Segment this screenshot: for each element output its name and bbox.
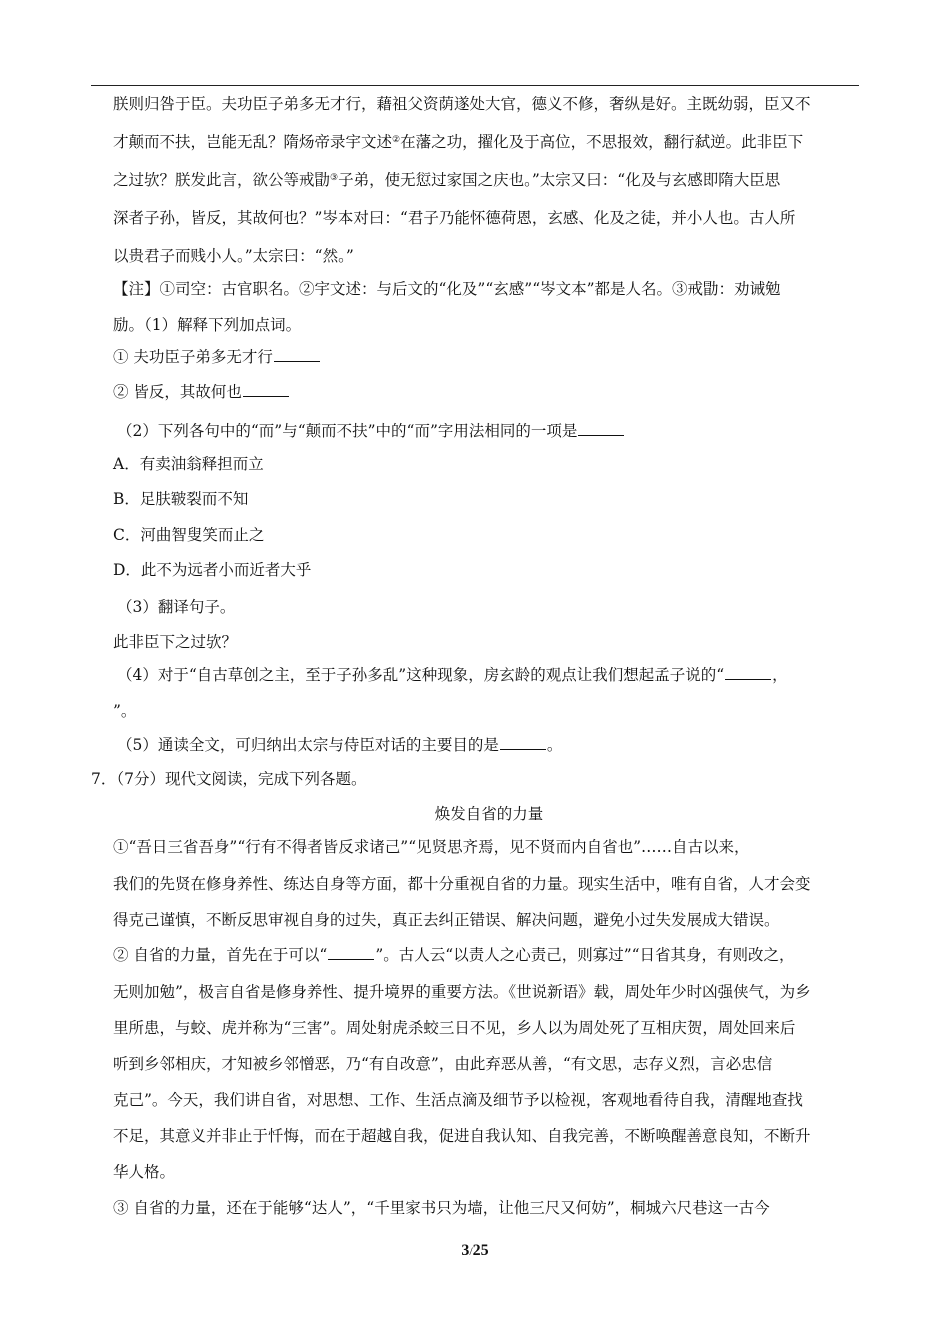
page-number bbox=[0, 1242, 950, 1260]
question-7-header: 7．（7分）现代文阅读，完成下列各题。 bbox=[91, 770, 367, 788]
option-c: C．河曲智叟笑而止之 bbox=[113, 526, 265, 544]
total-pages: 25 bbox=[472, 1242, 489, 1259]
option-d: D．此不为远者小而近者大乎 bbox=[113, 561, 312, 579]
passage-line: 以贵君子而贱小人。”太宗曰：“然。” bbox=[113, 247, 354, 265]
answer-blank bbox=[274, 347, 320, 362]
passage-line: 之过欤？朕发此言，欲公等戒勖③子弟，使无愆过家国之庆也。”太宗又曰：“化及与玄感即隋大臣思 bbox=[113, 171, 781, 189]
passage-line: 朕则归咎于臣。夫功臣子弟多无才行，藉祖父资荫遂处大官，德义不修，奢纵是好。主既幼弱，臣又不 bbox=[113, 95, 811, 113]
question-4-stem: （4）对于“自古草创之主，至于子孙多乱”这种现象，房玄龄的观点让我们想起孟子说的“ ， bbox=[117, 666, 788, 684]
header-rule bbox=[91, 85, 859, 86]
article-line: 华人格。 bbox=[113, 1163, 176, 1181]
answer-blank bbox=[500, 735, 546, 750]
article-line: 无则加勉”，极言自省是修身养性、提升境界的重要方法。《世说新语》载，周处年少时凶强侠气，为乡 bbox=[113, 983, 811, 1001]
question-4-cont: ”。 bbox=[113, 702, 137, 720]
question-1a: ① 夫功臣子弟多无才行 bbox=[113, 347, 321, 367]
article-line: 里所患，与蛟、虎并称为“三害”。周处射虎杀蛟三日不见，乡人以为周处死了互相庆贺，周处回来后 bbox=[113, 1019, 796, 1037]
question-3-sentence: 此非臣下之过欤？ bbox=[113, 633, 238, 651]
annotation-note: 【注】①司空：古官职名。②宇文述：与后文的“化及”“玄感”“岑文本”都是人名。③戒勖：劝诫勉 bbox=[113, 280, 781, 298]
passage-line: 才颠而不扶，岂能无乱？隋炀帝录宇文述②在藩之功，擢化及于高位，不思报效，翻行弑逆。此非臣下 bbox=[113, 133, 804, 151]
article-line: ② 自省的力量，首先在于可以“ ”。古人云“以责人之心责己，则寡过”“日省其身，有则改之， bbox=[113, 946, 795, 964]
question-3-stem: （3）翻译句子。 bbox=[117, 598, 236, 616]
annotation-note: 励。（1）解释下列加点词。 bbox=[113, 316, 302, 334]
question-5-stem: （5）通读全文，可归纳出太宗与侍臣对话的主要目的是 。 bbox=[117, 736, 563, 754]
option-a: A．有卖油翁释担而立 bbox=[113, 455, 264, 473]
answer-blank bbox=[578, 421, 624, 436]
option-b: B．足肤皲裂而不知 bbox=[113, 490, 249, 508]
article-title: 焕发自省的力量 bbox=[434, 805, 544, 823]
article-line: 得克己谨慎，不断反思审视自身的过失，真正去纠正错误、解决问题，避免小过失发展成大错误。 bbox=[113, 911, 780, 929]
answer-blank bbox=[243, 382, 289, 397]
article-line: 克己”。今天，我们讲自省，对思想、工作、生活点滴及细节予以检视，客观地看待自我，清醒地查找 bbox=[113, 1091, 803, 1109]
question-2-stem: （2）下列各句中的“而”与“颠而不扶”中的“而”字用法相同的一项是 bbox=[117, 421, 625, 441]
page-separator: / bbox=[469, 1244, 473, 1258]
footnote-mark: ③ bbox=[330, 173, 339, 183]
passage-line: 深者子孙，皆反，其故何也？”岑本对曰：“君子乃能怀德荷恩，玄感、化及之徒，并小人也。古人所 bbox=[113, 209, 796, 227]
answer-blank bbox=[328, 945, 374, 960]
article-line: ③ 自省的力量，还在于能够“达人”，“千里家书只为墙，让他三尺又何妨”，桐城六尺巷这一古今 bbox=[113, 1199, 770, 1217]
article-line: 我们的先贤在修身养性、练达自身等方面，都十分重视自省的力量。现实生活中，唯有自省，人才会变 bbox=[113, 875, 811, 893]
question-1b: ② 皆反，其故何也 bbox=[113, 382, 290, 402]
article-line: 不足，其意义并非止于忏悔，而在于超越自我，促进自我认知、自我完善，不断唤醒善意良知，不断升 bbox=[113, 1127, 811, 1145]
current-page: 3 bbox=[461, 1242, 470, 1259]
footnote-mark: ② bbox=[392, 135, 401, 145]
article-line: 听到乡邻相庆，才知被乡邻憎恶，乃“有自改意”，由此弃恶从善，“有文思，志存义烈，言必忠信 bbox=[113, 1055, 773, 1073]
article-line: ①“吾日三省吾身”“行有不得者皆反求诸己”“见贤思齐焉，见不贤而内自省也”……自古以来， bbox=[113, 838, 750, 856]
answer-blank bbox=[725, 665, 771, 680]
